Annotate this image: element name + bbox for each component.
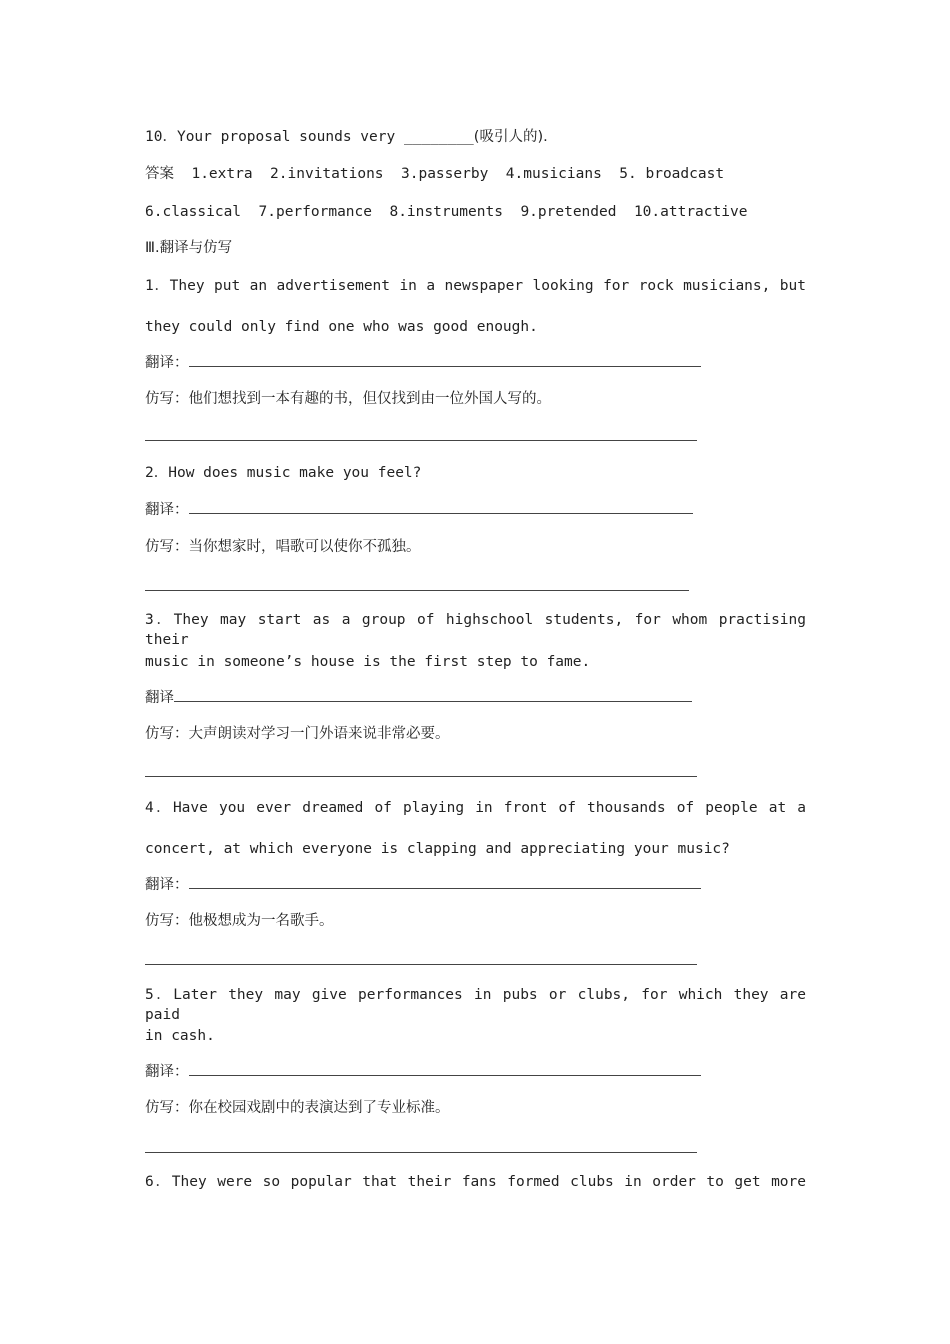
imitate-answer-line[interactable]	[145, 1152, 697, 1153]
answer-item: 7.performance	[258, 204, 372, 220]
exercise-2-line-1: 2．How does music make you feel?	[145, 465, 422, 481]
answer-item: 10.attractive	[633, 204, 748, 220]
answer-item: 8.instruments	[389, 204, 503, 220]
translate-answer-line[interactable]	[189, 499, 693, 514]
exercise-5-translate	[145, 1061, 701, 1082]
question-10-blank: ________	[403, 129, 474, 145]
section-heading: Ⅲ.翻译与仿写	[145, 240, 233, 256]
exercise-4-line-2: concert, at which everyone is clapping and appreciating your music?	[145, 841, 730, 857]
question-10	[145, 127, 548, 147]
answer-item: 4.musicians	[505, 166, 602, 182]
answer-item: 3.passerby	[401, 166, 489, 182]
imitate-prompt: 大声朗读对学习一门外语来说非常必要。	[188, 726, 450, 742]
exercise-1-line-2: they could only find one who was good enough.	[145, 319, 538, 335]
answer-item: 9.pretended	[520, 204, 617, 220]
imitate-label: 仿写：	[145, 726, 189, 742]
imitate-answer-line[interactable]	[145, 964, 697, 965]
exercise-3-imitate	[145, 724, 450, 744]
imitate-label: 仿写：	[145, 1100, 189, 1116]
imitate-answer-line[interactable]	[145, 590, 689, 591]
imitate-label: 仿写：	[145, 539, 189, 555]
imitate-label: 仿写：	[145, 913, 189, 929]
answers-label: 答案	[145, 166, 174, 182]
translate-label: 翻译：	[145, 1064, 189, 1080]
exercise-5-imitate	[145, 1098, 450, 1118]
translate-label: 翻译：	[145, 355, 189, 371]
imitate-prompt: 他极想成为一名歌手。	[188, 913, 334, 929]
exercise-2-translate	[145, 499, 693, 520]
answer-item: 5. broadcast	[619, 166, 725, 182]
translate-label: 翻译	[145, 690, 174, 706]
imitate-prompt: 他们想找到一本有趣的书，但仅找到由一位外国人写的。	[188, 391, 551, 407]
translate-label: 翻译：	[145, 502, 189, 518]
imitate-prompt: 你在校园戏剧中的表演达到了专业标准。	[188, 1100, 450, 1116]
imitate-answer-line[interactable]	[145, 776, 697, 777]
translate-answer-line[interactable]	[189, 352, 701, 367]
answer-item: 6.classical	[145, 204, 242, 220]
imitate-prompt: 当你想家时，唱歌可以使你不孤独。	[188, 539, 421, 555]
answer-item: 2.invitations	[270, 166, 384, 182]
exercise-3-line-2: music in someone’s house is the first step to fame.	[145, 654, 591, 670]
exercise-1-translate	[145, 352, 701, 373]
exercise-2-imitate	[145, 537, 421, 557]
exercise-5-line-1: 5．Later they may give performances in pubs or clubs, for which they are paid	[145, 987, 806, 1023]
exercise-4-imitate	[145, 911, 334, 931]
answer-item: 1.extra	[191, 166, 253, 182]
imitate-label: 仿写：	[145, 391, 189, 407]
exercise-1-imitate	[145, 389, 551, 409]
imitate-answer-line[interactable]	[145, 440, 697, 441]
exercise-5-line-2: in cash.	[145, 1028, 215, 1044]
question-10-hint: (吸引人的).	[473, 129, 548, 145]
exercise-4-line-1: 4．Have you ever dreamed of playing in front of thousands of people at a	[145, 800, 806, 816]
exercise-3-translate	[145, 687, 692, 708]
translate-answer-line[interactable]	[189, 874, 701, 889]
exercise-1-line-1: 1．They put an advertisement in a newspaper looking for rock musicians, but	[145, 278, 806, 294]
exercise-6-line-1: 6．They were so popular that their fans formed clubs in order to get more	[145, 1174, 806, 1190]
exercise-4-translate	[145, 874, 701, 895]
answers-row-2	[145, 202, 747, 222]
exercise-3-line-1: 3．They may start as a group of highschool students, for whom practising their	[145, 612, 806, 648]
question-10-text: 10．Your proposal sounds very	[145, 129, 404, 145]
answers-row-1	[145, 164, 724, 184]
translate-answer-line[interactable]	[189, 1061, 701, 1076]
translate-answer-line[interactable]	[174, 687, 692, 702]
translate-label: 翻译：	[145, 877, 189, 893]
